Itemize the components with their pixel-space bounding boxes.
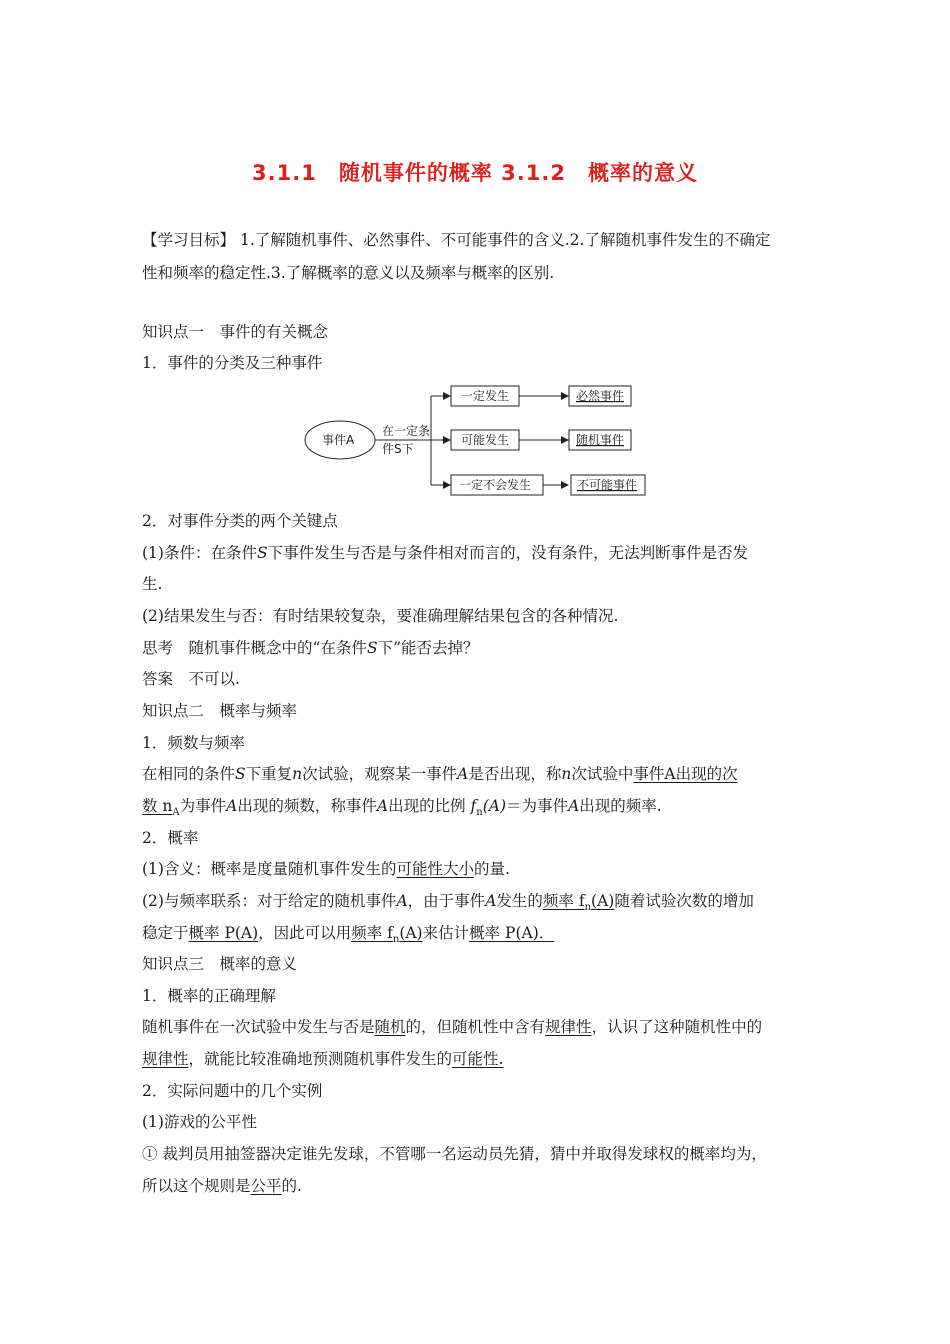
objectives-text-1: 1.了解随机事件、必然事件、不可能事件的含义.2.了解随机事件发生的不确定 (239, 231, 771, 249)
kp1-think (142, 637, 479, 659)
kp2-heading: 知识点二 概率与频率 (142, 702, 298, 720)
kp2-meaning-1 (142, 858, 510, 880)
underlined-blank: 可能性大小 (396, 860, 474, 878)
result-label-1: 必然事件 (576, 389, 625, 403)
kp3-item1: 1．概率的正确理解 (142, 987, 276, 1005)
kp2-item2: 2．概率 (142, 829, 199, 847)
underlined-blank: 概率 P(A) (188, 924, 259, 942)
outcome-label-1: 一定发生 (461, 389, 510, 403)
text-span: ，因此可以用 (258, 924, 352, 942)
var-a: (A) (482, 797, 507, 815)
kp3-heading: 知识点三 概率的意义 (142, 955, 298, 973)
text-span: 所以这个规则是 (142, 1177, 251, 1195)
kp1-item2: 2．对事件分类的两个关键点 (142, 512, 338, 530)
text-span: 次试验，观察某一事件 (302, 765, 458, 783)
text-span: 频率 f (351, 924, 393, 942)
text-span: 的量. (473, 860, 510, 878)
subscript: n (392, 934, 400, 946)
outcome-label-2: 可能发生 (461, 433, 510, 447)
text-span: 出现的频率. (579, 797, 662, 815)
result-label-3: 不可能事件 (577, 478, 638, 492)
text-span: (1)条件：在条件 (142, 544, 257, 562)
text-span: ＝为事件 (506, 797, 569, 815)
page-title: 3.1.1 随机事件的概率 3.1.2 概率的意义 (252, 161, 698, 185)
subscript: n (584, 902, 592, 914)
subscript: A (172, 807, 180, 819)
kp2-freq-line2 (142, 795, 662, 824)
underlined-blank: 公平 (250, 1177, 282, 1195)
text-span: (2)与频率联系：对于给定的随机事件 (142, 892, 397, 910)
kp3-item2: 2．实际问题中的几个实例 (142, 1082, 323, 1100)
text-span: 数 n (142, 797, 173, 815)
text-span: 出现的频数，称事件 (237, 797, 377, 815)
var-s: S (256, 544, 268, 562)
text-span: 下事件发生与否是与条件相对而言的，没有条件，无法判断事件是否发 (267, 544, 749, 562)
var-a: A (568, 797, 580, 815)
kp1-answer: 答案 不可以. (142, 670, 240, 688)
kp1-p1-line2: 生. (142, 575, 163, 593)
subscript: n (476, 807, 483, 819)
text-span: 来估计 (422, 924, 470, 942)
var-s: S (235, 765, 246, 783)
underlined-blank: 概率 P(A)． (469, 924, 555, 942)
kp3-example-line2 (142, 1175, 302, 1197)
text-span: (1)含义：概率是度量随机事件发生的 (142, 860, 397, 878)
kp2-meaning-2-line2 (142, 922, 554, 951)
text-span: 下”能否去掉？ (377, 639, 479, 657)
underlined-blank: 可能性. (452, 1050, 504, 1068)
objectives-line-2: 性和频率的稳定性.3.了解概率的意义以及频率与概率的区别. (142, 264, 555, 282)
text-span: ，就能比较准确地预测随机事件发生的 (188, 1050, 453, 1068)
text-span: 为事件 (179, 797, 227, 815)
text-span: 随着试验次数的增加 (614, 892, 754, 910)
text-span: 发生的 (496, 892, 543, 910)
kp2-item1: 1．频数与频率 (142, 734, 245, 752)
event-classification-diagram (300, 382, 660, 502)
var-a: A (457, 765, 469, 783)
underlined-blank: 规律性 (142, 1050, 189, 1068)
kp3-understand-line1 (142, 1016, 762, 1038)
text-span: 在相同的条件 (142, 765, 236, 783)
kp1-heading: 知识点一 事件的有关概念 (142, 323, 329, 341)
text-span: 思考 随机事件概念中的“在条件 (142, 639, 367, 657)
text-span: 稳定于 (142, 924, 189, 942)
kp3-understand-line2 (142, 1048, 503, 1070)
var-a: A (485, 892, 497, 910)
text-span: 出现的比例 (388, 797, 466, 815)
text-span: 次试验中 (571, 765, 634, 783)
underlined-blank: 事件A出现的次 (633, 765, 738, 783)
var-n: n (561, 765, 572, 783)
underlined-blank (142, 797, 180, 819)
var-f: f (470, 797, 477, 815)
underlined-blank (351, 924, 423, 946)
event-a-label: 事件A (322, 433, 355, 447)
text-span: (A) (591, 892, 615, 910)
objectives-label: 【学习目标】 (142, 231, 236, 249)
underlined-blank: 规律性 (545, 1018, 592, 1036)
kp1-p2: (2)结果发生与否：有时结果较复杂，要准确理解结果包含的各种情况. (142, 607, 619, 625)
kp2-freq-line1 (142, 763, 738, 785)
var-s: S (366, 639, 378, 657)
outcome-label-3: 一定不会发生 (459, 478, 532, 492)
text-span: 是否出现，称 (468, 765, 562, 783)
result-label-2: 随机事件 (576, 433, 625, 447)
underlined-blank: 随机 (374, 1018, 406, 1036)
kp2-meaning-2-line1 (142, 890, 754, 919)
var-a: A (396, 892, 408, 910)
kp3-sub1: (1)游戏的公平性 (142, 1113, 257, 1131)
text-span: 的，但随机性中含有 (405, 1018, 546, 1036)
text-span: ，由于事件 (407, 892, 486, 910)
text-span: 随机事件在一次试验中发生与否是 (142, 1018, 375, 1036)
underlined-blank (542, 892, 615, 914)
var-a: A (226, 797, 238, 815)
text-span: ，认识了这种随机性中的 (591, 1018, 763, 1036)
condition-label-1: 在一定条 (382, 424, 431, 438)
text-span: (A) (399, 924, 423, 942)
var-a: A (376, 797, 389, 815)
kp1-item1: 1．事件的分类及三种事件 (142, 354, 323, 372)
condition-label-2: 件S下 (382, 442, 414, 456)
kp3-example-line1: ① 裁判员用抽签器决定谁先发球，不管哪一名运动员先猜，猜中并取得发球权的概率均为， (142, 1145, 767, 1163)
text-span: 频率 f (542, 892, 585, 910)
var-n: n (292, 765, 303, 783)
text-span: 下重复 (245, 765, 293, 783)
objectives-line-1 (142, 229, 770, 251)
text-span: 的. (281, 1177, 302, 1195)
kp1-p1-line1 (142, 542, 748, 564)
